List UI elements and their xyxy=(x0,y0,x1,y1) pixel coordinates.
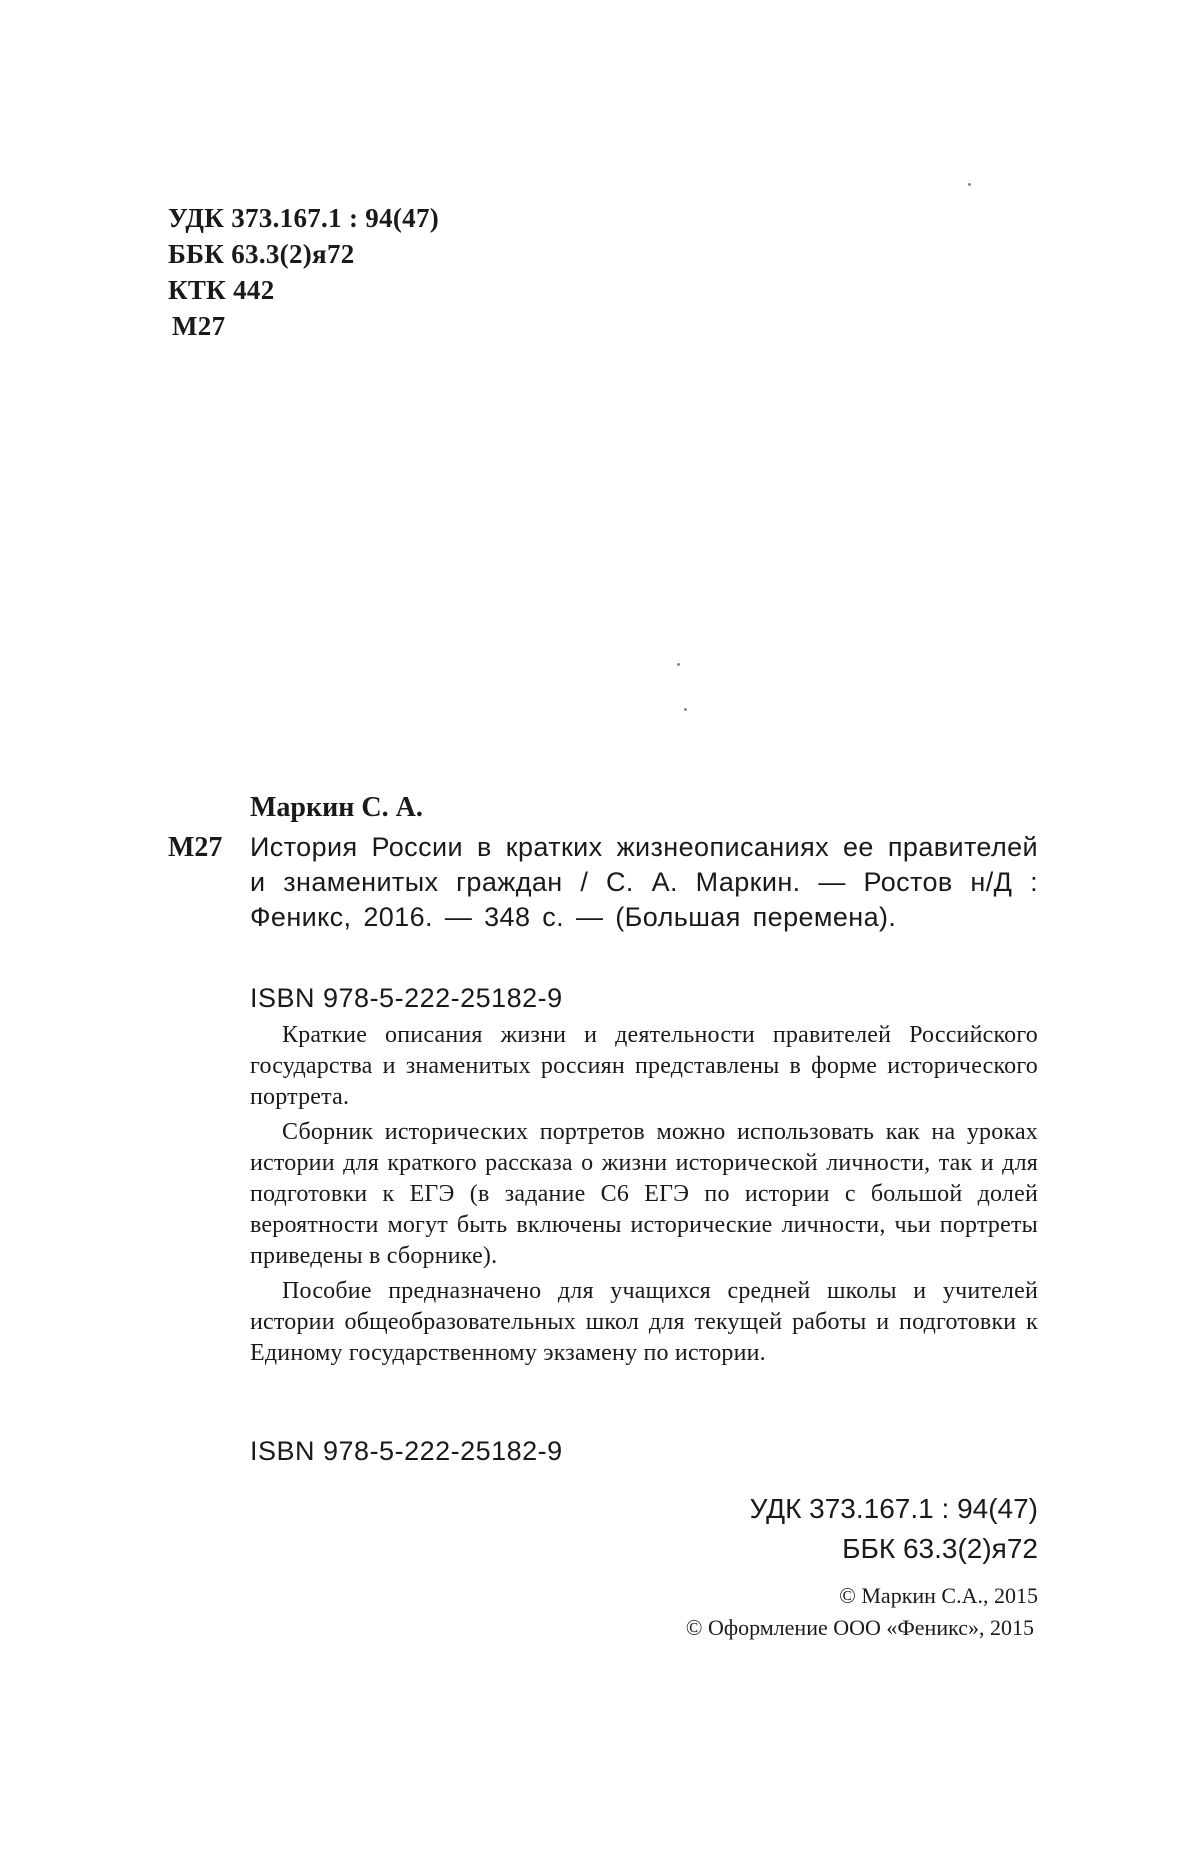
ktk-code: КТК 442 xyxy=(168,275,275,305)
annotation xyxy=(250,1020,1038,1373)
isbn-second: ISBN 978-5-222-25182-9 xyxy=(250,1436,563,1466)
annotation-paragraph: Пособие предназначено для учащихся средней школы и учителей истории общеобразовательных школ для текущей работы и подготовки к Единому государственному экзамену по истории. xyxy=(250,1278,1038,1366)
bbk-code: ББК 63.3(2)я72 xyxy=(168,239,355,269)
annotation-paragraph: Сборник исторических портретов можно использовать как на уроках истории для краткого рассказа о жизни исторической личности, так и для подготовки к ЕГЭ (в задание С6 ЕГЭ по истории с большой долей вероятности могут быть включены исторические личности, чьи портреты приведены в сборнике). xyxy=(250,1119,1038,1269)
scan-speck xyxy=(968,183,971,186)
scan-speck xyxy=(684,708,687,711)
author-mark: М27 xyxy=(172,311,226,341)
author-mark-side: М27 xyxy=(168,832,223,863)
author-name: Маркин С. А. xyxy=(250,792,423,823)
bbk-code-bottom: ББК 63.3(2)я72 xyxy=(842,1533,1038,1564)
isbn-first: ISBN 978-5-222-25182-9 xyxy=(250,983,563,1013)
udk-code-bottom: УДК 373.167.1 : 94(47) xyxy=(749,1493,1038,1524)
classification-codes xyxy=(168,200,439,344)
copyright-author: © Маркин С.А., 2015 xyxy=(839,1583,1038,1608)
bibliographic-description: История России в кратких жизнеописаниях ее правителей и знаменитых граждан / С. А. Маркин. — Ростов н/Д : Феникс, 2016. — 348 с. — (Большая перемена). xyxy=(250,832,1038,932)
copyright-design: © Оформление ООО «Феникс», 2015 xyxy=(685,1615,1034,1640)
scan-speck xyxy=(677,663,680,666)
udk-code: УДК 373.167.1 : 94(47) xyxy=(168,203,440,233)
annotation-paragraph: Краткие описания жизни и деятельности правителей Российского государства и знаменитых россиян представлены в форме исторического портрета. xyxy=(250,1022,1038,1110)
